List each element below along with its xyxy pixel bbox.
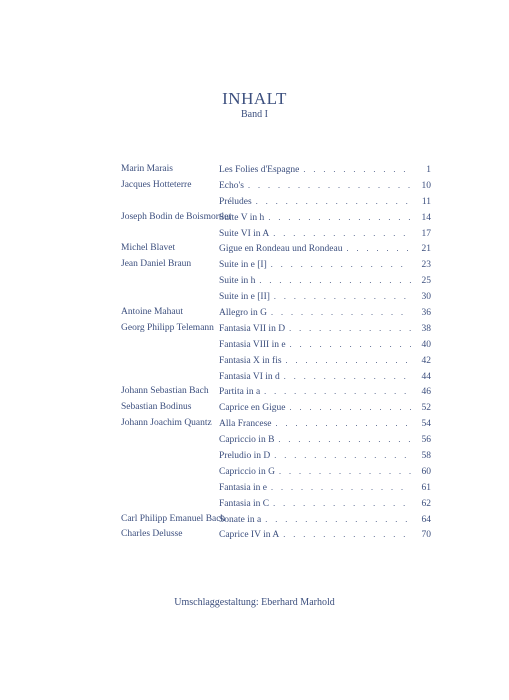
dot-leader xyxy=(271,305,411,321)
toc-row xyxy=(0,321,509,337)
dot-leader xyxy=(290,337,411,353)
toc-page-number: 25 xyxy=(421,276,431,287)
toc-entry xyxy=(219,416,431,433)
toc-piece-title: Suite in h xyxy=(219,276,256,287)
toc-piece-title: Fantasia VIII in e xyxy=(219,339,286,350)
toc-row xyxy=(0,226,509,242)
toc-row xyxy=(0,448,509,464)
toc-row xyxy=(0,257,509,273)
toc-piece-title: Partita in a xyxy=(219,387,261,398)
toc-piece-title: Echo's xyxy=(219,180,244,191)
dot-leader xyxy=(286,353,411,369)
dot-leader xyxy=(265,512,411,528)
dot-leader xyxy=(279,464,411,480)
toc-entry xyxy=(219,305,431,322)
toc-piece-title: Les Folies d'Espagne xyxy=(219,165,300,175)
page-title: INHALT xyxy=(222,89,287,108)
toc-row xyxy=(0,194,509,210)
toc-entry xyxy=(219,400,431,417)
toc-composer: Joseph Bodin de Boismortier xyxy=(121,211,232,222)
toc-entry xyxy=(219,384,431,401)
table-of-contents xyxy=(0,162,509,543)
toc-piece-title: Preludio in D xyxy=(219,451,271,462)
toc-page-number: 62 xyxy=(421,498,431,509)
dot-leader xyxy=(256,194,411,210)
toc-entry xyxy=(219,353,431,370)
toc-composer: Charles Delusse xyxy=(121,529,183,540)
toc-entry xyxy=(219,210,431,227)
dot-leader xyxy=(283,527,411,543)
toc-row xyxy=(0,305,509,321)
dot-leader xyxy=(346,241,411,257)
toc-page-number: 56 xyxy=(421,435,431,446)
toc-page-number: 11 xyxy=(421,196,431,207)
toc-row xyxy=(0,353,509,369)
dot-leader xyxy=(264,384,411,400)
toc-piece-title: Fantasia VI in d xyxy=(219,371,280,382)
dot-leader xyxy=(303,162,411,178)
toc-page-number: 10 xyxy=(421,180,431,191)
dot-leader xyxy=(268,210,411,226)
toc-row xyxy=(0,464,509,480)
toc-entry xyxy=(219,369,431,386)
toc-row xyxy=(0,289,509,305)
toc-piece-title: Capriccio in B xyxy=(219,435,275,446)
toc-page-number: 70 xyxy=(421,530,431,541)
toc-piece-title: Fantasia in e xyxy=(219,482,268,493)
toc-piece-title: Suite in e [I] xyxy=(219,260,267,271)
toc-piece-title: Caprice IV in A xyxy=(219,530,280,541)
toc-page-number: 61 xyxy=(421,482,431,493)
toc-page-number: 60 xyxy=(421,466,431,477)
dot-leader xyxy=(271,257,411,273)
toc-page-number: 14 xyxy=(421,212,431,223)
toc-entry xyxy=(219,194,431,211)
dot-leader xyxy=(259,273,411,289)
toc-piece-title: Fantasia VII in D xyxy=(219,323,286,334)
toc-composer: Johann Sebastian Bach xyxy=(121,386,209,397)
toc-page-number: 42 xyxy=(421,355,431,366)
toc-row xyxy=(0,480,509,496)
toc-page-number: 46 xyxy=(421,387,431,398)
dot-leader xyxy=(274,448,411,464)
toc-page-number: 58 xyxy=(421,451,431,462)
toc-entry xyxy=(219,241,431,258)
toc-entry xyxy=(219,464,431,481)
toc-page-number: 36 xyxy=(421,308,431,319)
toc-composer: Sebastian Bodinus xyxy=(121,402,192,413)
toc-entry xyxy=(219,337,431,354)
toc-row xyxy=(0,400,509,416)
toc-composer: Antoine Mahaut xyxy=(121,307,184,318)
toc-composer: Jean Daniel Braun xyxy=(121,259,192,270)
dot-leader xyxy=(273,226,411,242)
toc-page-number: 44 xyxy=(421,371,431,382)
toc-entry xyxy=(219,321,431,338)
toc-entry xyxy=(219,496,431,513)
toc-entry xyxy=(219,289,431,306)
toc-row xyxy=(0,337,509,353)
dot-leader xyxy=(289,321,411,337)
toc-page-number: 38 xyxy=(421,323,431,334)
dot-leader xyxy=(273,496,411,512)
toc-page-number: 30 xyxy=(421,292,431,303)
toc-entry xyxy=(219,527,431,544)
toc-composer: Johann Joachim Quantz xyxy=(121,418,212,429)
toc-piece-title: Suite in e [II] xyxy=(219,292,270,303)
toc-page-number: 23 xyxy=(421,260,431,271)
toc-page-number: 21 xyxy=(421,244,431,255)
toc-entry xyxy=(219,226,431,243)
toc-piece-title: Alla Francese xyxy=(219,419,272,430)
toc-row xyxy=(0,210,509,226)
toc-row xyxy=(0,162,509,178)
toc-composer: Michel Blavet xyxy=(121,243,176,254)
toc-piece-title: Suite V in h xyxy=(219,212,265,223)
toc-piece-title: Sonate in a xyxy=(219,514,262,525)
toc-composer: Jacques Hotteterre xyxy=(121,179,192,190)
dot-leader xyxy=(248,178,411,194)
toc-piece-title: Suite VI in A xyxy=(219,228,270,239)
dot-leader xyxy=(284,369,411,385)
toc-piece-title: Préludes xyxy=(219,196,252,207)
toc-entry xyxy=(219,257,431,274)
toc-row xyxy=(0,527,509,543)
toc-page-number: 64 xyxy=(421,514,431,525)
toc-piece-title: Allegro in G xyxy=(219,308,268,319)
toc-row xyxy=(0,178,509,194)
toc-piece-title: Gigue en Rondeau und Rondeau xyxy=(219,244,343,255)
toc-entry xyxy=(219,512,431,529)
dot-leader xyxy=(276,416,412,432)
toc-row xyxy=(0,496,509,512)
toc-row xyxy=(0,273,509,289)
toc-entry xyxy=(219,448,431,465)
toc-entry xyxy=(219,162,431,179)
toc-entry xyxy=(219,480,431,497)
toc-piece-title: Caprice en Gigue xyxy=(219,403,286,414)
toc-row xyxy=(0,369,509,385)
cover-design-credit: Umschlaggestaltung: Eberhard Marhold xyxy=(174,597,335,608)
dot-leader xyxy=(289,400,411,416)
toc-row xyxy=(0,384,509,400)
toc-entry xyxy=(219,432,431,449)
toc-page-number: 40 xyxy=(421,339,431,350)
toc-row xyxy=(0,241,509,257)
dot-leader xyxy=(278,432,411,448)
toc-row xyxy=(0,416,509,432)
toc-row xyxy=(0,512,509,528)
dot-leader xyxy=(271,480,411,496)
toc-piece-title: Fantasia X in fis xyxy=(219,355,282,366)
toc-page-number: 52 xyxy=(421,403,431,414)
toc-row xyxy=(0,432,509,448)
toc-page-number: 54 xyxy=(421,419,431,430)
toc-piece-title: Capriccio in G xyxy=(219,466,275,477)
dot-leader xyxy=(274,289,411,305)
page-subtitle: Band I xyxy=(241,109,268,120)
toc-piece-title: Fantasia in C xyxy=(219,498,270,509)
toc-entry xyxy=(219,273,431,290)
toc-composer: Carl Philipp Emanuel Bach xyxy=(121,513,226,524)
toc-page-number: 1 xyxy=(426,165,431,175)
toc-composer: Georg Philipp Telemann xyxy=(121,322,214,333)
toc-composer: Marin Marais xyxy=(121,164,173,174)
toc-entry xyxy=(219,178,431,195)
toc-page-number: 17 xyxy=(421,228,431,239)
